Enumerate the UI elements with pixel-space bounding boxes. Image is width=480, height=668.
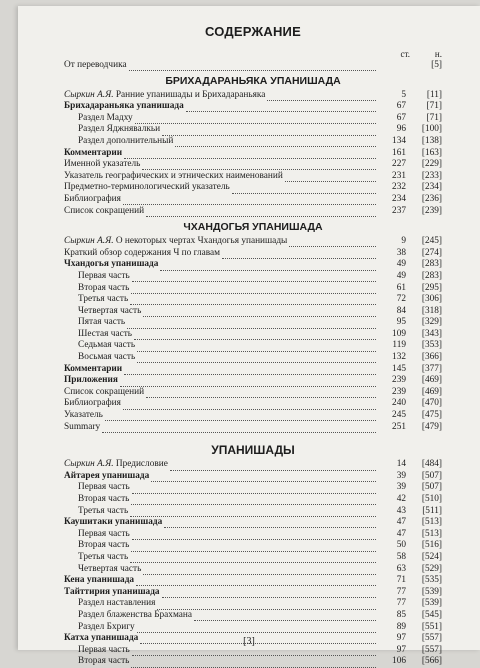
toc-entry-new-page: [511] (422, 505, 442, 516)
section-list-brihadaranyaka (64, 90, 442, 218)
toc-entry (64, 194, 442, 206)
toc-entry (64, 517, 442, 529)
toc-entry (64, 159, 442, 171)
dot-leader (130, 296, 376, 305)
toc-entry (64, 113, 442, 125)
dot-leader (130, 554, 376, 563)
toc-entry-page: 97 (396, 644, 406, 655)
toc-entry (64, 90, 442, 102)
dot-leader (157, 601, 376, 610)
section-list-chandogya (64, 236, 442, 433)
toc-entry-new-page: [479] (421, 421, 442, 432)
toc-entry-page: 97 (396, 633, 406, 644)
toc-entry-new-page: [545] (421, 609, 442, 620)
dot-leader (131, 496, 376, 505)
toc-entry-page: 49 (396, 259, 406, 270)
toc-entry-page: 14 (396, 459, 406, 470)
dot-leader (131, 543, 376, 552)
toc-entry (64, 375, 442, 387)
toc-entry-new-page: [510] (421, 494, 442, 504)
toc-entry-page: 71 (396, 575, 406, 586)
toc-entry-new-page: [71] (426, 101, 442, 112)
toc-entry (64, 171, 442, 183)
dot-leader (267, 92, 376, 101)
toc-entry-new-page: [5] (431, 60, 442, 70)
dot-leader (137, 354, 376, 363)
toc-entry-new-page: [353] (421, 340, 442, 351)
toc-entry-label (64, 459, 168, 471)
toc-entry-page: 239 (392, 386, 406, 397)
toc-entry-page: 67 (396, 112, 406, 123)
dot-leader (289, 238, 376, 247)
toc-entry (64, 283, 442, 295)
col-header-page: ст. (400, 49, 410, 59)
toc-entry-new-page: [516] (421, 540, 442, 551)
toc-entry-page: 39 (396, 482, 406, 493)
dot-leader (137, 343, 376, 352)
toc-entry (64, 306, 442, 318)
toc-entry-label: Вторая часть (78, 494, 130, 504)
toc-entry (64, 124, 442, 136)
toc-entry-page: 89 (396, 621, 406, 632)
toc-entry-new-page: [274] (421, 247, 442, 258)
toc-entry-page: 39 (396, 470, 406, 481)
toc-entry-page: 245 (392, 410, 406, 421)
dot-leader (123, 401, 376, 410)
dot-leader (120, 378, 376, 387)
toc-entry-page: 109 (392, 328, 406, 339)
toc-entry-title: Ранние упанишады и Брихадараньяка (113, 89, 266, 100)
toc-entry (64, 352, 442, 364)
toc-entry-label: Кена упанишада (64, 575, 135, 586)
toc-entry (64, 482, 442, 494)
dot-leader (175, 138, 376, 147)
toc-entry-new-page: [71] (426, 112, 442, 123)
toc-entry-page: 63 (396, 563, 406, 574)
toc-entry-page: 5 (401, 89, 406, 100)
toc-entry (64, 552, 442, 564)
toc-entry-page: 251 (392, 421, 406, 432)
toc-entry-label: Тайттирия упанишада (64, 586, 160, 597)
toc-entry-page: 49 (396, 270, 406, 281)
toc-entry-new-page: [318] (421, 305, 442, 316)
toc-entry (64, 259, 442, 271)
toc-entry-label: Summary (64, 421, 101, 432)
toc-entry-label: Комментарии (64, 147, 123, 158)
toc-entry (64, 656, 442, 668)
dot-leader (162, 589, 376, 598)
toc-entry-label: Библиография (64, 193, 121, 204)
toc-entry-new-page: [535] (421, 575, 442, 586)
dot-leader (131, 659, 376, 668)
toc-entry (64, 564, 442, 576)
toc-entry-label: Седьмая часть (78, 340, 136, 351)
dot-leader (124, 150, 376, 159)
toc-entry-label: Чхандогья упанишада (64, 259, 159, 270)
section-heading-chandogya: ЧХАНДОГЬЯ УПАНИШАДА (183, 221, 323, 234)
toc-entry-page: 67 (396, 101, 406, 112)
toc-entry (64, 587, 442, 599)
dot-leader (105, 412, 376, 421)
toc-entry-page: 237 (392, 205, 406, 216)
toc-entry-new-page: [100] (421, 124, 442, 135)
dot-leader (136, 577, 376, 586)
dot-leader (285, 173, 376, 182)
toc-entry-author: Сыркин А.Я. (64, 89, 114, 100)
dot-leader (132, 647, 376, 656)
toc-entry-new-page: [377] (421, 363, 442, 374)
toc-entry-new-page: [469] (421, 375, 442, 386)
toc-entry-page: 77 (396, 598, 406, 609)
toc-entry (64, 529, 442, 541)
dot-leader (132, 273, 376, 282)
toc-entry-new-page: [524] (421, 551, 442, 562)
toc-entry-page: 95 (396, 317, 406, 328)
dot-leader (146, 208, 376, 217)
toc-entry (64, 248, 442, 260)
toc-entry-page: 38 (396, 247, 406, 258)
table-of-contents (64, 24, 442, 668)
toc-entry-new-page: [236] (421, 193, 442, 204)
dot-leader (127, 320, 376, 329)
toc-entry-label: Комментарии (64, 363, 123, 374)
toc-entry (64, 364, 442, 376)
dot-leader (151, 473, 376, 482)
toc-entry-label: Катха упанишада (64, 633, 139, 644)
toc-entry-page: 234 (392, 193, 406, 204)
toc-entry-label: Раздел наставления (78, 598, 156, 609)
toc-entry (64, 294, 442, 306)
toc-entry (64, 236, 442, 248)
toc-entry (64, 182, 442, 194)
toc-entry-label: Брихадараньяка упанишада (64, 101, 184, 112)
toc-entry-label: Раздел Яджнявалкьи (78, 124, 161, 135)
toc-entry-page: 43 (396, 505, 406, 516)
toc-entry (64, 206, 442, 218)
toc-entry-page: 47 (396, 517, 406, 528)
toc-entry-new-page: [163] (421, 147, 442, 158)
section-heading-upanishads: УПАНИШАДЫ (211, 443, 295, 458)
toc-entry-page: 61 (396, 282, 406, 293)
toc-entry-new-page: [513] (421, 528, 442, 539)
toc-entry-label: Вторая часть (78, 282, 130, 293)
toc-entry (64, 575, 442, 587)
toc-entry-label: Раздел блаженства Брахмана (78, 609, 193, 620)
toc-entry (64, 271, 442, 283)
dot-leader (222, 250, 376, 259)
dot-leader (186, 103, 376, 112)
toc-entry-page: 47 (396, 528, 406, 539)
toc-entry-new-page: [469] (421, 386, 442, 397)
toc-entry-new-page: [539] (421, 598, 442, 609)
toc-entry-label: Список сокращений (64, 386, 145, 397)
toc-entry-page: 50 (396, 540, 406, 551)
toc-entry-label: Раздел дополнительный (78, 135, 174, 146)
dot-leader (162, 127, 376, 136)
toc-entry (64, 60, 442, 72)
toc-entry-label: Вторая часть (78, 656, 130, 667)
toc-entry-page: 72 (396, 294, 406, 305)
toc-entry-label: Список сокращений (64, 205, 145, 216)
toc-entry-label: Библиография (64, 398, 121, 409)
toc-entry-new-page: [507] (421, 470, 442, 481)
toc-entry-new-page: [366] (421, 352, 442, 363)
toc-entry-label: Указатель географических и этнических наименований (64, 170, 283, 181)
dot-leader (194, 612, 376, 621)
section-heading-brihadaranyaka: БРИХАДАРАНЬЯКА УПАНИШАДА (165, 74, 341, 87)
toc-entry-new-page: [557] (421, 644, 442, 655)
toc-entry-new-page: [470] (421, 398, 442, 409)
dot-leader (134, 331, 376, 340)
toc-entry-label: Третья часть (78, 551, 129, 562)
dot-leader (170, 462, 376, 471)
toc-entry-page: 134 (392, 135, 406, 146)
dot-leader (131, 285, 376, 294)
toc-entry-label: Пятая часть (78, 317, 126, 328)
toc-entry-label: Третья часть (78, 294, 129, 305)
toc-entry (64, 494, 442, 506)
toc-entry-label: Первая часть (78, 644, 130, 655)
toc-entry-label: Четвертая часть (78, 305, 142, 316)
toc-entry-label: Первая часть (78, 528, 130, 539)
dot-leader (142, 161, 376, 170)
toc-entry-author: Сыркин А.Я. (64, 459, 114, 470)
col-header-new-page: н. (434, 49, 442, 59)
toc-entry-new-page: [475] (421, 410, 442, 421)
toc-entry (64, 598, 442, 610)
toc-entry-page: 240 (392, 398, 406, 409)
toc-entry-page: 161 (392, 147, 406, 158)
toc-entry (64, 622, 442, 634)
toc-entry (64, 101, 442, 113)
dot-leader (102, 424, 376, 433)
toc-entry-label: Третья часть (78, 505, 129, 516)
toc-entry-label: Айтарея упанишада (64, 470, 150, 481)
book-page (18, 6, 480, 667)
toc-entry (64, 410, 442, 422)
toc-entry-new-page: [566] (421, 656, 442, 667)
dot-leader (143, 308, 376, 317)
toc-entry (64, 610, 442, 622)
toc-entry-new-page: [343] (421, 328, 442, 339)
toc-entry (64, 387, 442, 399)
toc-entry-new-page: [484] (421, 459, 442, 470)
toc-entry (64, 540, 442, 552)
dot-leader (129, 62, 376, 71)
dot-leader (143, 566, 376, 575)
toc-entry-page: 232 (392, 182, 406, 193)
toc-entry-page: 132 (392, 352, 406, 363)
toc-entry-page: 145 (392, 363, 406, 374)
toc-entry (64, 317, 442, 329)
toc-entry-page: 239 (392, 375, 406, 386)
toc-entry-label: Именной указатель (64, 159, 141, 170)
toc-entry-new-page: [233] (421, 170, 442, 181)
toc-entry-label (64, 90, 265, 102)
toc-entry-page: 119 (392, 340, 406, 351)
toc-entry-label: Вторая часть (78, 540, 130, 551)
dot-leader (132, 485, 376, 494)
toc-entry-label: Восьмая часть (78, 352, 136, 363)
toc-entry-new-page: [229] (421, 159, 442, 170)
toc-entry-label: Каушитаки упанишада (64, 517, 163, 528)
toc-entry-title: О некоторых чертах Чхандогья упанишады (113, 236, 288, 247)
intro-list (64, 60, 442, 72)
dot-leader (146, 389, 376, 398)
toc-entry-new-page: [329] (421, 317, 442, 328)
toc-entry-page: 58 (396, 551, 406, 562)
toc-entry (64, 329, 442, 341)
toc-entry-new-page: [11] (426, 89, 442, 100)
dot-leader (137, 624, 376, 633)
toc-entry (64, 506, 442, 518)
dot-leader (135, 115, 376, 124)
toc-entry-new-page: [245] (421, 236, 442, 247)
toc-entry (64, 340, 442, 352)
toc-entry-new-page: [529] (421, 563, 442, 574)
dot-leader (160, 262, 376, 271)
dot-leader (123, 196, 376, 205)
toc-entry (64, 471, 442, 483)
toc-entry-new-page: [138] (421, 135, 442, 146)
toc-entry-page: 9 (401, 236, 406, 247)
dot-leader (130, 508, 376, 517)
toc-entry-page: 85 (396, 609, 406, 620)
dot-leader (132, 531, 376, 540)
toc-entry-new-page: [557] (421, 633, 442, 644)
toc-entry-label: Раздел Бхригу (78, 621, 135, 632)
dot-leader (124, 366, 376, 375)
toc-entry-label (64, 236, 287, 248)
toc-entry-new-page: [295] (421, 282, 442, 293)
dot-leader (164, 519, 376, 528)
toc-entry-label: Первая часть (78, 482, 130, 493)
toc-entry-label: Четвертая часть (78, 563, 142, 574)
page-number: [3] (243, 636, 255, 647)
toc-entry-author: Сыркин А.Я. (64, 236, 114, 247)
toc-entry-page: 84 (396, 305, 406, 316)
toc-entry-new-page: [239] (421, 205, 442, 216)
toc-entry-page: 106 (392, 656, 406, 667)
toc-entry-page: 77 (396, 586, 406, 597)
toc-entry-label: Краткий обзор содержания Ч по главам (64, 247, 221, 258)
toc-entry-label: Указатель (64, 410, 103, 421)
toc-entry-page: 231 (392, 170, 406, 181)
toc-entry-label: Раздел Мадху (78, 112, 133, 123)
dot-leader (232, 185, 376, 194)
toc-entry-new-page: [539] (421, 586, 442, 597)
toc-entry-new-page: [507] (421, 482, 442, 493)
toc-entry-page: 96 (396, 124, 406, 135)
toc-entry-page: 42 (396, 494, 406, 504)
toc-entry-label: Предметно-терминологический указатель (64, 182, 230, 193)
toc-entry-new-page: [283] (421, 270, 442, 281)
toc-entry-label: Приложения (64, 375, 118, 386)
toc-entry-new-page: [234] (421, 182, 442, 193)
toc-entry (64, 398, 442, 410)
toc-entry-label: Шестая часть (78, 328, 132, 339)
toc-entry-label: От переводчика (64, 60, 127, 70)
page-title: СОДЕРЖАНИЕ (205, 24, 301, 39)
toc-entry-label: Первая часть (78, 270, 130, 281)
toc-entry (64, 459, 442, 471)
toc-entry-new-page: [283] (421, 259, 442, 270)
toc-entry-new-page: [306] (421, 294, 442, 305)
toc-entry (64, 148, 442, 160)
toc-entry-new-page: [513] (421, 517, 442, 528)
toc-entry-page: 227 (392, 159, 406, 170)
toc-entry-title: Предисловие (113, 459, 168, 470)
toc-entry (64, 422, 442, 434)
toc-entry-new-page: [551] (421, 621, 442, 632)
column-headers (64, 49, 442, 60)
toc-entry (64, 136, 442, 148)
